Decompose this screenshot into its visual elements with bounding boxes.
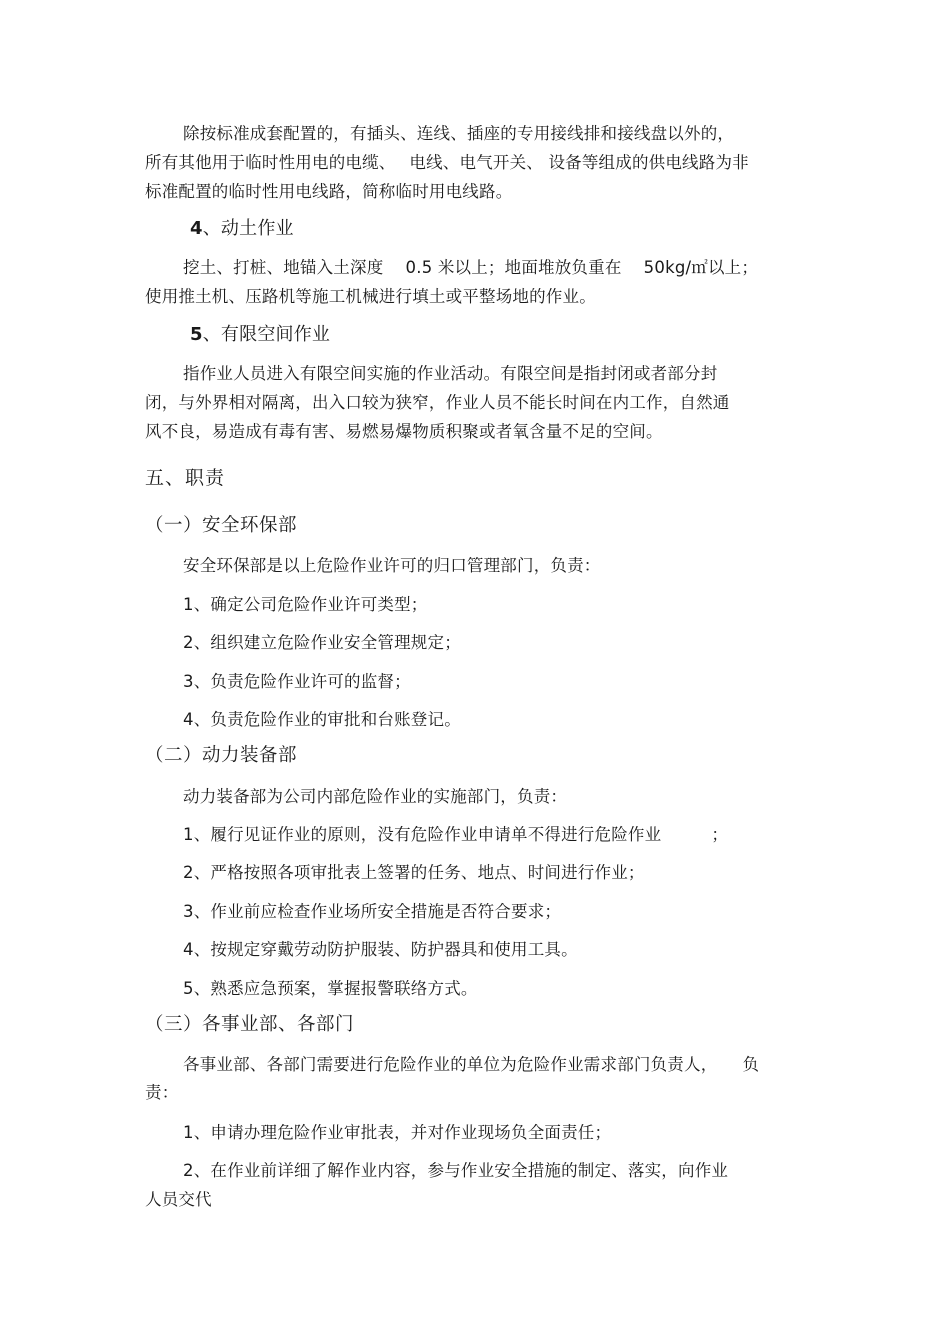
- item-4-heading: [190, 218, 294, 240]
- sub-3-item-2-line-1: 2、在作业前详细了解作业内容，参与作业安全措施的制定、落实，向作业: [183, 1161, 729, 1180]
- sub-1-item-4: 4、负责危险作业的审批和台账登记。: [183, 710, 461, 729]
- intro-line-1: 除按标准成套配置的，有插头、连线、插座的专用接线排和接线盘以外的，: [183, 124, 735, 143]
- sub-3-intro-line-2: 责：: [145, 1083, 179, 1102]
- item-5-number: 5: [190, 324, 203, 345]
- sub-2-item-2: 2、严格按照各项审批表上签署的任务、地点、时间进行作业；: [183, 863, 645, 882]
- sub-2-item-5: 5、熟悉应急预案，掌握报警联络方式。: [183, 979, 478, 998]
- item-5-title: 、有限空间作业: [202, 324, 331, 345]
- item-5-line-2: 闭，与外界相对隔离，出入口较为狭窄，作业人员不能长时间在内工作，自然通: [145, 393, 730, 412]
- sub-1-intro: 安全环保部是以上危险作业许可的归口管理部门，负责：: [183, 556, 601, 575]
- sub-2-intro: 动力装备部为公司内部危险作业的实施部门，负责：: [183, 787, 568, 806]
- sub-2-item-1: 1、履行见证作业的原则，没有危险作业申请单不得进行危险作业 ；: [183, 825, 729, 844]
- item-5-line-3: 风不良，易造成有毒有害、易燃易爆物质积聚或者氧含量不足的空间。: [145, 422, 663, 441]
- sub-1-item-2: 2、组织建立危险作业安全管理规定；: [183, 633, 461, 652]
- sub-1-item-1: 1、确定公司危险作业许可类型；: [183, 595, 428, 614]
- item-4-number: 4: [190, 218, 203, 239]
- item-5-line-1: 指作业人员进入有限空间实施的作业活动。有限空间是指封闭或者部分封: [183, 364, 718, 383]
- intro-line-2: 所有其他用于临时性用电的电缆、 电线、电气开关、 设备等组成的供电线路为非: [145, 153, 749, 172]
- sub-1-title: （一）安全环保部: [145, 515, 298, 536]
- sub-3-item-1: 1、申请办理危险作业审批表，并对作业现场负全面责任；: [183, 1123, 612, 1142]
- sub-2-item-3: 3、作业前应检查作业场所安全措施是否符合要求；: [183, 902, 562, 921]
- sub-3-title: （三）各事业部、各部门: [145, 1014, 355, 1035]
- sub-3-intro-line-1: 各事业部、各部门需要进行危险作业的单位为危险作业需求部门负责人， 负: [183, 1055, 760, 1074]
- item-4-line-2: 使用推土机、压路机等施工机械进行填土或平整场地的作业。: [145, 287, 596, 306]
- item-5-heading: [190, 324, 330, 346]
- sub-2-item-4: 4、按规定穿戴劳动防护服装、防护器具和使用工具。: [183, 940, 578, 959]
- sub-1-item-3: 3、负责危险作业许可的监督；: [183, 672, 411, 691]
- sub-2-title: （二）动力装备部: [145, 745, 298, 766]
- item-4-title: 、动土作业: [202, 218, 294, 239]
- sub-3-item-2-line-2: 人员交代: [145, 1190, 212, 1209]
- section-5-title: 五、职责: [145, 467, 226, 489]
- item-4-line-1: 挖土、打桩、地锚入土深度 0.5 米以上；地面堆放负重在 50kg/㎡以上；: [183, 258, 759, 277]
- intro-line-3: 标准配置的临时性用电线路，简称临时用电线路。: [145, 182, 513, 201]
